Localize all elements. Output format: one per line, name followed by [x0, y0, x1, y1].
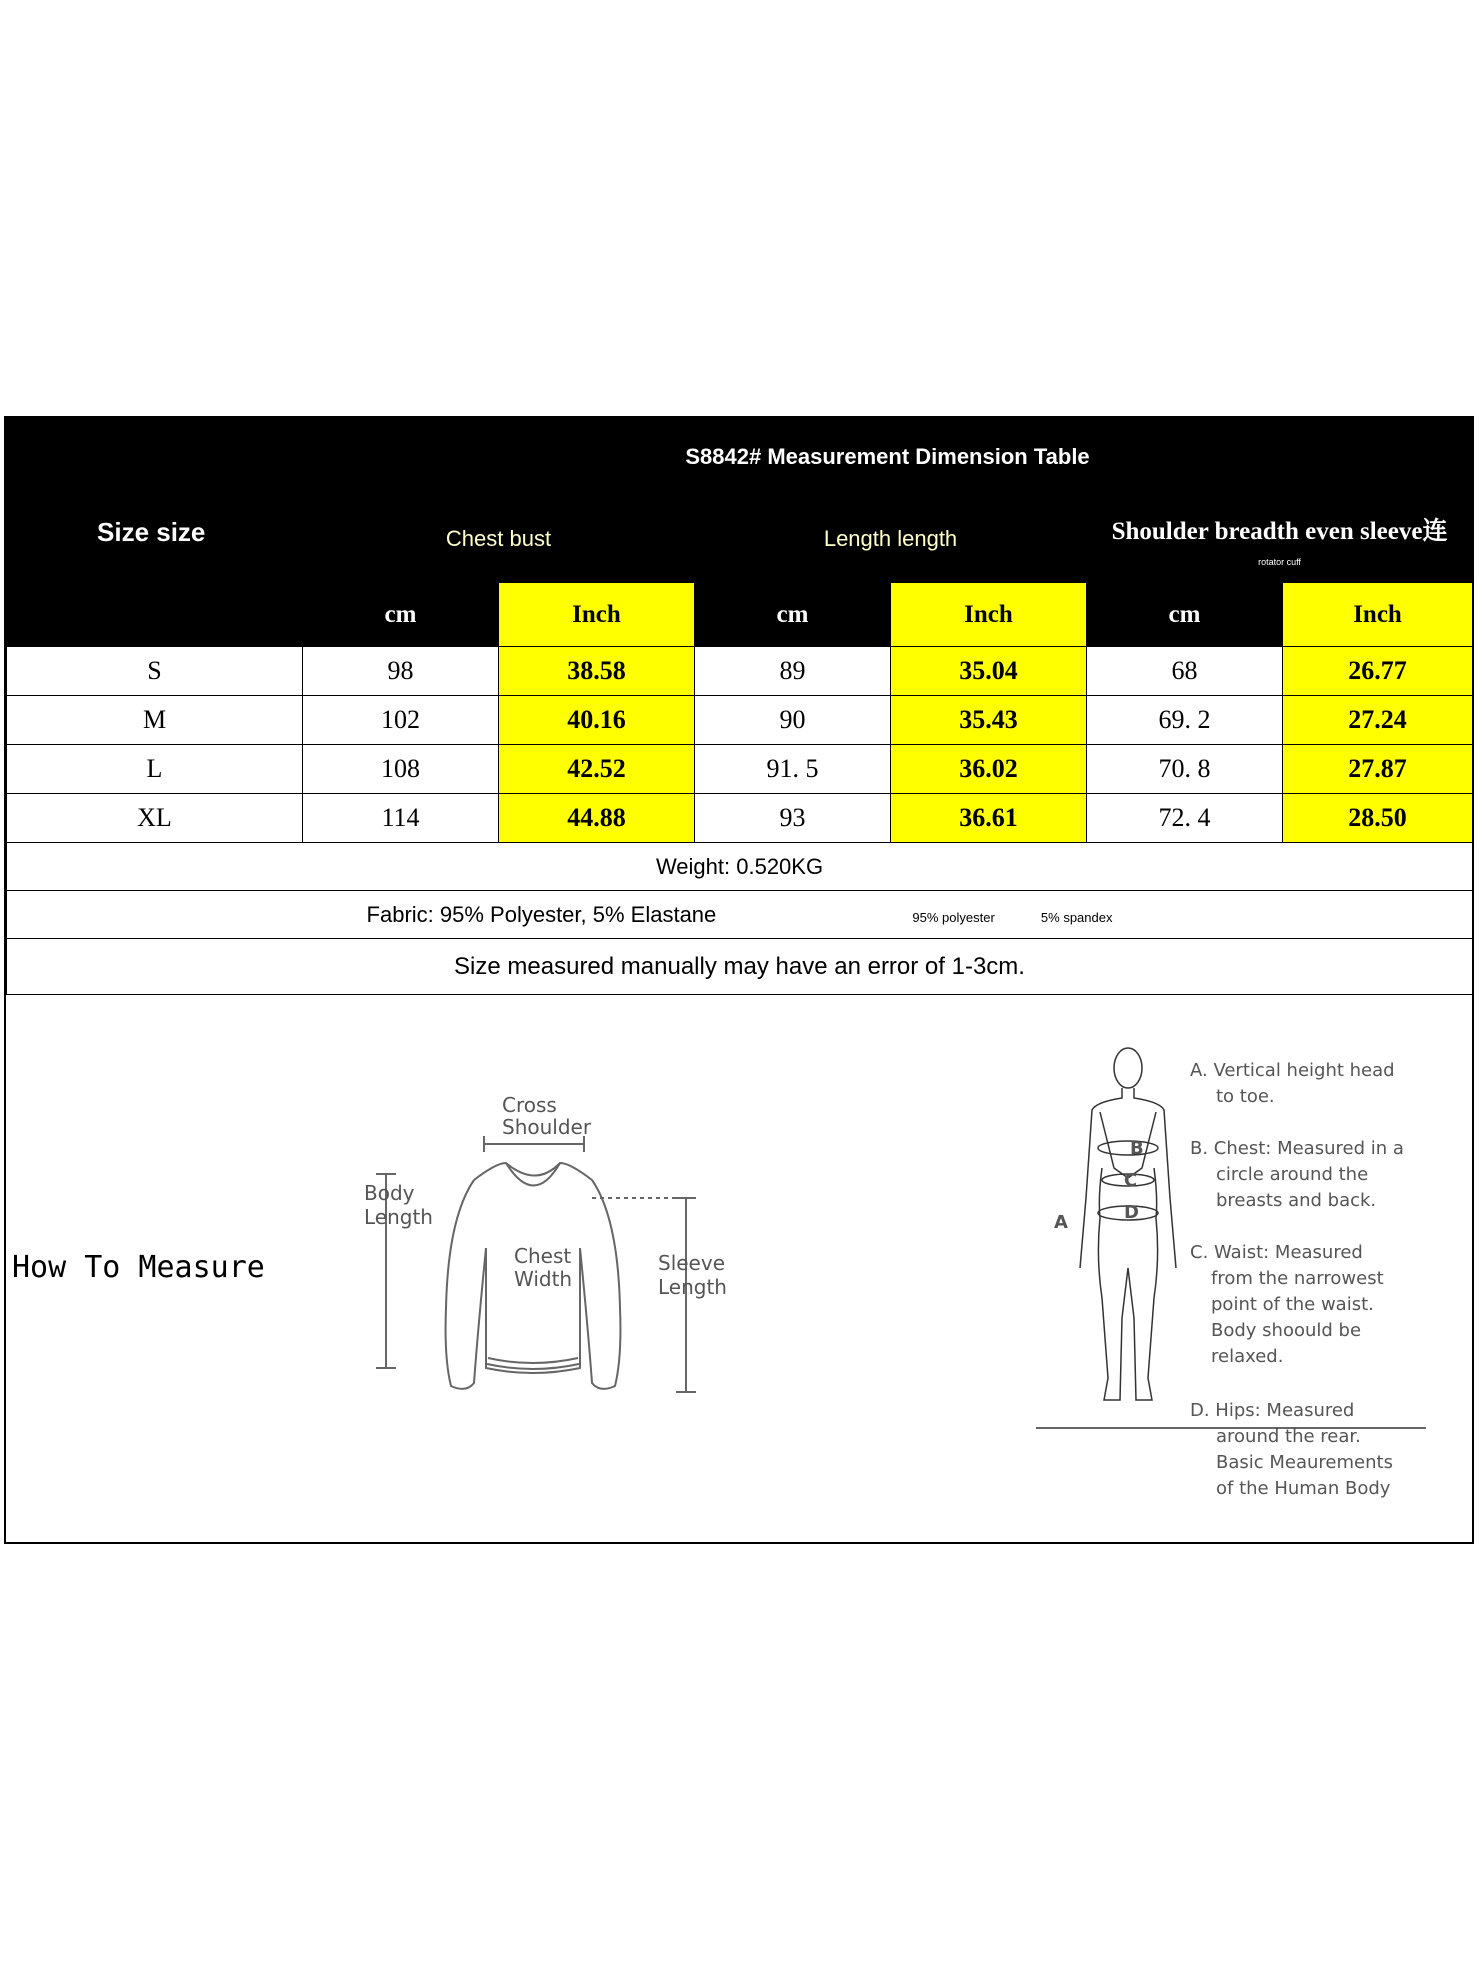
- note-d-line: Basic Meaurements: [1216, 1452, 1393, 1473]
- group-shoulder-label: Shoulder breadth even sleeve连: [1111, 517, 1448, 545]
- note-d-line: around the rear.: [1216, 1428, 1361, 1447]
- size-cell: S: [7, 647, 303, 696]
- value-cell: 93: [695, 794, 891, 843]
- value-cell: 89: [695, 647, 891, 696]
- body-notes-continued: [1190, 1428, 1430, 1538]
- weight-row: Weight: 0.520KG: [7, 843, 1473, 891]
- value-cell: 36.61: [891, 794, 1087, 843]
- body-notes: [1190, 1060, 1404, 1421]
- group-shoulder-sublabel: rotator cuff: [1258, 556, 1301, 567]
- note-c-line: C. Waist: Measured: [1190, 1242, 1363, 1263]
- unit-inch: Inch: [891, 583, 1087, 647]
- value-cell: 98: [303, 647, 499, 696]
- value-cell: 102: [303, 696, 499, 745]
- fabric-note-polyester: 95% polyester: [912, 909, 995, 925]
- note-b-line: breasts and back.: [1216, 1190, 1377, 1211]
- value-cell: 35.04: [891, 647, 1087, 696]
- error-note: Size measured manually may have an error of 1-3cm.: [7, 939, 1473, 995]
- fabric-note-spandex: 5% spandex: [1040, 909, 1113, 925]
- size-header: Size size: [7, 419, 303, 647]
- group-shoulder: [1087, 495, 1473, 583]
- garment-diagram: [356, 1068, 756, 1408]
- note-c-line: relaxed.: [1211, 1346, 1284, 1367]
- table-row: [7, 745, 1473, 794]
- value-cell: 108: [303, 745, 499, 794]
- unit-inch: Inch: [1283, 583, 1473, 647]
- note-c-line: Body shoould be: [1211, 1320, 1362, 1341]
- group-length: Length length: [695, 495, 1087, 583]
- body-length-label-2: Length: [364, 1205, 433, 1229]
- note-c-line: point of the waist.: [1211, 1294, 1374, 1315]
- size-cell: M: [7, 696, 303, 745]
- value-cell: 40.16: [499, 696, 695, 745]
- unit-cm: cm: [303, 583, 499, 647]
- value-cell: 38.58: [499, 647, 695, 696]
- cross-shoulder-label-2: Shoulder: [502, 1115, 592, 1139]
- how-to-measure-label: How To Measure: [12, 1250, 265, 1285]
- value-cell: 36.02: [891, 745, 1087, 794]
- fabric-text: Fabric: 95% Polyester, 5% Elastane: [366, 901, 717, 927]
- value-cell: 27.87: [1283, 745, 1473, 794]
- unit-inch: Inch: [499, 583, 695, 647]
- chest-width-label-2: Width: [514, 1267, 573, 1291]
- table-title: S8842# Measurement Dimension Table: [303, 419, 1473, 495]
- value-cell: 114: [303, 794, 499, 843]
- table-row: [7, 696, 1473, 745]
- body-diagram: [1036, 1018, 1466, 1438]
- value-cell: 90: [695, 696, 891, 745]
- body-length-label-1: Body: [364, 1181, 415, 1205]
- sleeve-length-label-1: Sleeve: [658, 1251, 726, 1275]
- note-b-line: B. Chest: Measured in a: [1190, 1138, 1404, 1159]
- value-cell: 72. 4: [1087, 794, 1283, 843]
- size-chart: [4, 416, 1474, 1544]
- unit-cm: cm: [1087, 583, 1283, 647]
- note-a-line: to toe.: [1216, 1086, 1275, 1107]
- point-a: A: [1054, 1212, 1068, 1233]
- fabric-row: [7, 891, 1473, 939]
- point-d: D: [1124, 1202, 1139, 1223]
- point-c: C: [1124, 1170, 1138, 1191]
- value-cell: 35.43: [891, 696, 1087, 745]
- note-a-line: A. Vertical height head: [1190, 1060, 1395, 1081]
- value-cell: 27.24: [1283, 696, 1473, 745]
- size-cell: L: [7, 745, 303, 794]
- value-cell: 44.88: [499, 794, 695, 843]
- table-row: [7, 647, 1473, 696]
- value-cell: 28.50: [1283, 794, 1473, 843]
- unit-cm: cm: [695, 583, 891, 647]
- note-d-line: of the Human Body: [1216, 1478, 1391, 1499]
- value-cell: 70. 8: [1087, 745, 1283, 794]
- body-outline: [1080, 1048, 1176, 1400]
- sleeve-length-label-2: Length: [658, 1275, 727, 1299]
- value-cell: 26.77: [1283, 647, 1473, 696]
- value-cell: 42.52: [499, 745, 695, 794]
- cross-shoulder-label-1: Cross: [502, 1093, 557, 1117]
- table-row: [7, 794, 1473, 843]
- note-b-line: circle around the: [1216, 1164, 1369, 1185]
- note-c-line: from the narrowest: [1211, 1268, 1384, 1289]
- value-cell: 68: [1087, 647, 1283, 696]
- value-cell: 91. 5: [695, 745, 891, 794]
- note-d-line: D. Hips: Measured: [1190, 1400, 1355, 1421]
- point-b: B: [1130, 1138, 1144, 1159]
- chest-width-label-1: Chest: [514, 1244, 572, 1268]
- value-cell: 69. 2: [1087, 696, 1283, 745]
- group-chest: Chest bust: [303, 495, 695, 583]
- size-cell: XL: [7, 794, 303, 843]
- measurement-table: [6, 418, 1473, 995]
